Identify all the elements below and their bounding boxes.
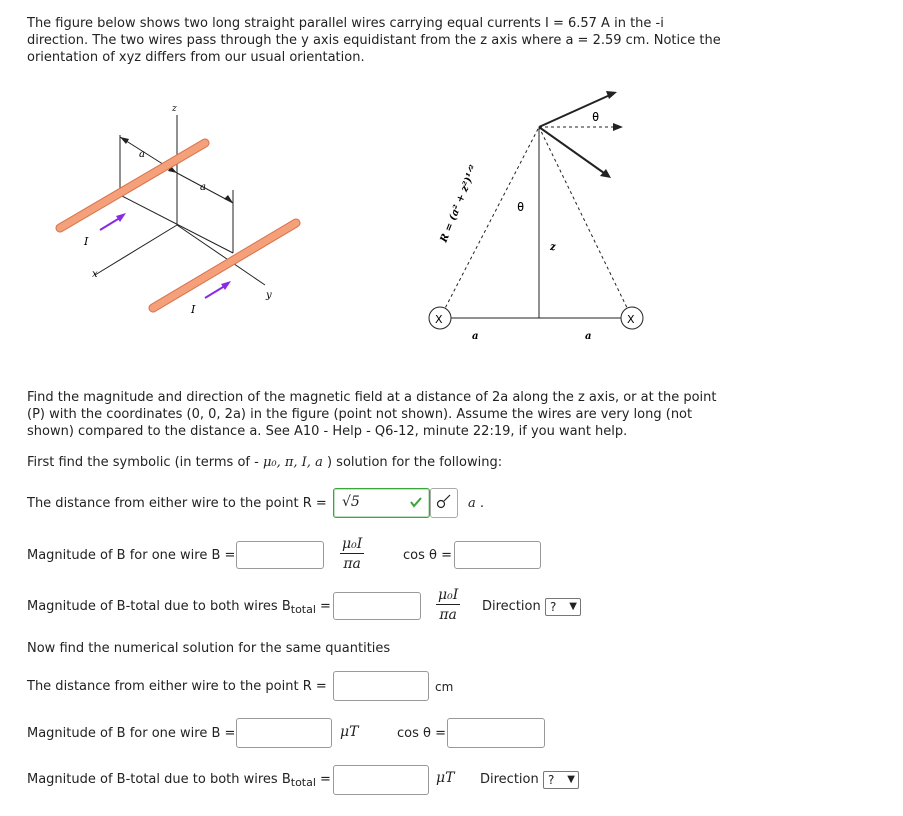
intro-line-2: direction. The two wires pass through the y axis equidistant from the z axis where a = 2.59 cm. Notice the	[27, 33, 721, 48]
theta-label-1: θ	[517, 200, 525, 214]
wire-1-label: X	[435, 313, 443, 326]
sym-cos-label: cos θ =	[403, 548, 452, 563]
wire-2-label: X	[627, 313, 635, 326]
arrowhead	[606, 91, 617, 99]
sym-cos-input[interactable]	[454, 541, 541, 569]
num-b-one-input[interactable]	[236, 718, 332, 748]
pen-icon	[431, 489, 457, 517]
num-direction-label: Direction	[480, 772, 539, 787]
num-direction-select[interactable]	[543, 771, 579, 789]
num-distance-label: The distance from either wire to the point R =	[27, 679, 327, 694]
sym-direction-value: ?	[550, 600, 557, 614]
num-btotal-input[interactable]	[333, 765, 429, 795]
num-direction-value: ?	[548, 773, 555, 787]
x-label: x	[92, 269, 98, 280]
preview-button[interactable]	[430, 488, 458, 518]
symbolic-instruction: First find the symbolic (in terms of - μ₀, π, I, a ) solution for the following:	[27, 455, 503, 470]
a-label-right: a	[585, 331, 592, 342]
current-label-1: I	[84, 235, 89, 248]
y-label: y	[266, 290, 272, 301]
chevron-down-icon: ▼	[567, 774, 575, 785]
chevron-down-icon: ▼	[569, 601, 577, 612]
sym-b-one-fraction	[340, 536, 364, 572]
current-arrowhead-2	[221, 281, 231, 290]
sym-b-one-label: Magnitude of B for one wire B =	[27, 548, 236, 563]
b-vector-up	[539, 95, 610, 127]
num-b-one-label: Magnitude of B for one wire B =	[27, 726, 236, 741]
intro-line-1: The figure below shows two long straight parallel wires carrying equal currents I = 6.57 A in the -i	[27, 16, 664, 31]
problem-line-1: Find the magnitude and direction of the magnetic field at a distance of 2a along the z axis, or at the point	[27, 390, 717, 405]
fraction-numerator: μ₀I	[438, 587, 459, 603]
num-btotal-label: Magnitude of B-total due to both wires $B_{total}$ =	[27, 772, 331, 789]
sym-distance-label: The distance from either wire to the point R =	[27, 496, 327, 511]
theta-label-2: θ	[592, 110, 600, 124]
b-vector-down	[539, 127, 604, 173]
r-formula-label: R = (a² + z²)¹ᐟ²	[438, 163, 480, 245]
check-icon	[409, 496, 423, 508]
current-label-2: I	[191, 303, 196, 316]
sym-distance-unit: a .	[468, 496, 485, 511]
num-distance-input[interactable]	[333, 671, 429, 701]
num-b-one-unit: μT	[340, 724, 359, 740]
wire-1-fill	[60, 143, 205, 228]
y-axis	[177, 225, 265, 285]
numeric-heading: Now find the numerical solution for the same quantities	[27, 641, 391, 656]
sym-b-one-input[interactable]	[236, 541, 324, 569]
x-axis	[95, 225, 177, 275]
arrowhead	[120, 137, 129, 144]
num-btotal-unit: μT	[436, 770, 455, 786]
a-label-left: a	[472, 331, 479, 342]
arrowhead	[224, 195, 233, 203]
symbolic-variables: μ₀, π, I, a	[262, 455, 323, 470]
sym-btotal-input[interactable]	[333, 592, 421, 620]
fraction-denominator: πa	[343, 556, 361, 572]
a-label-1: a	[139, 149, 145, 160]
a-label-2: a	[200, 182, 206, 193]
num-cos-label: cos θ =	[397, 726, 446, 741]
z-label: z	[172, 104, 177, 114]
r-line-right	[539, 127, 632, 318]
num-distance-unit: cm	[435, 680, 454, 694]
z-label: z	[550, 242, 556, 253]
wires-3d-figure	[50, 95, 330, 325]
sym-btotal-fraction	[436, 587, 460, 623]
fraction-numerator: μ₀I	[342, 536, 363, 552]
sym-distance-value: √5	[342, 494, 360, 510]
fraction-denominator: πa	[439, 607, 457, 623]
wire-2-fill	[153, 223, 296, 308]
geometry-figure	[420, 85, 660, 345]
sym-direction-label: Direction	[482, 599, 541, 614]
problem-line-2: (P) with the coordinates (0, 0, 2a) in the figure (point not shown). Assume the wires are very long (not	[27, 407, 693, 422]
sym-direction-select[interactable]	[545, 598, 581, 616]
arrowhead	[613, 123, 623, 131]
num-cos-input[interactable]	[447, 718, 545, 748]
problem-line-3: shown) compared to the distance a. See A10 - Help - Q6-12, minute 22:19, if you want help.	[27, 424, 628, 439]
intro-line-3: orientation of xyz differs from our usual orientation.	[27, 50, 365, 65]
sym-btotal-label: Magnitude of B-total due to both wires $B_{total}$ =	[27, 599, 331, 616]
current-arrowhead-1	[116, 213, 126, 222]
